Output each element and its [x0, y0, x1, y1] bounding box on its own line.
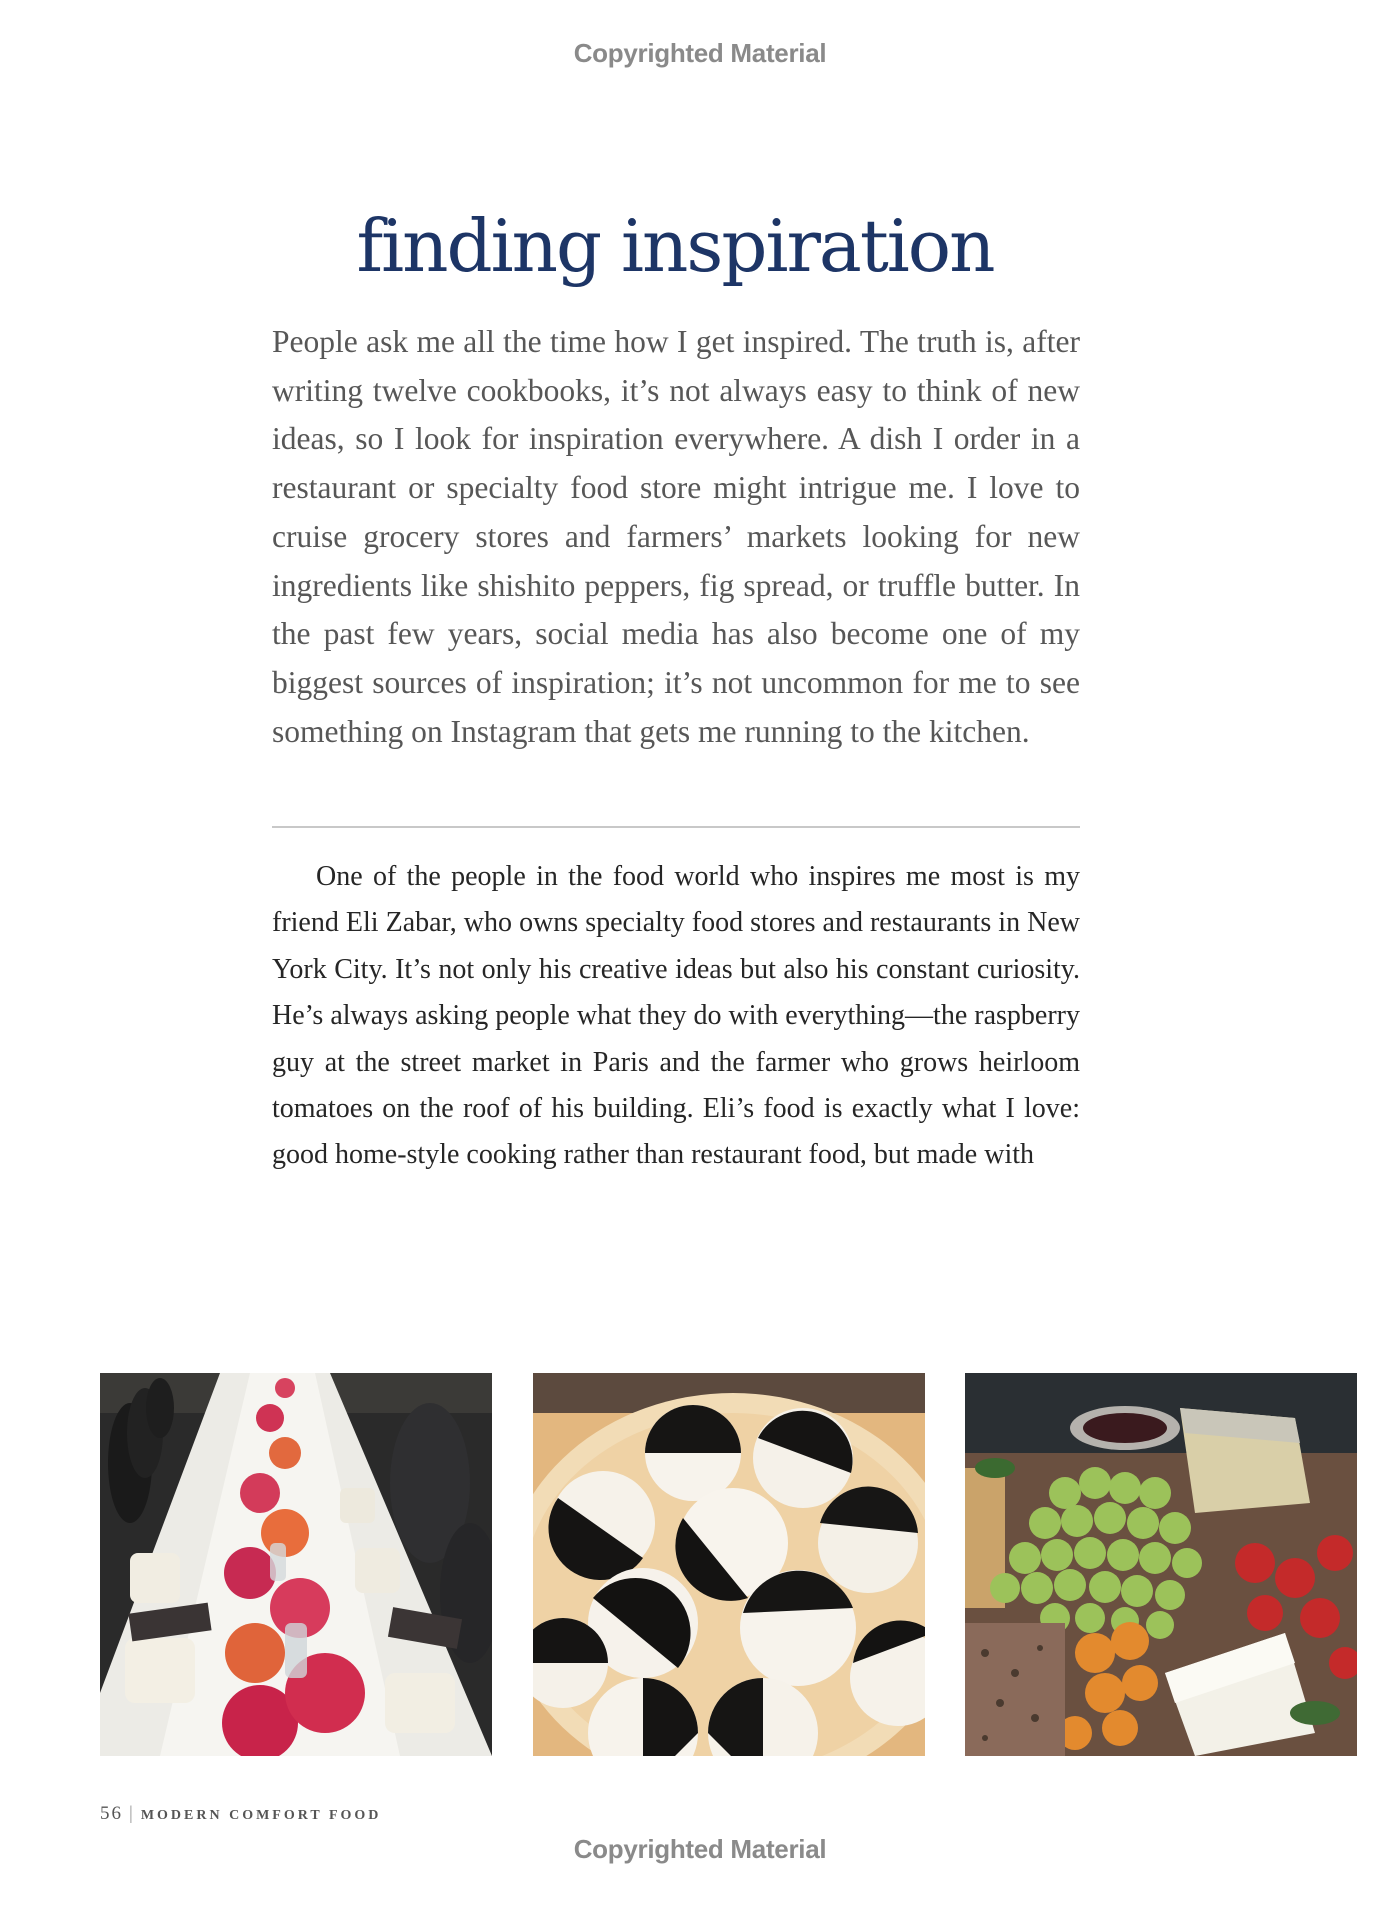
page-footer [100, 1803, 381, 1825]
long-table-dahlias-photo [100, 1373, 492, 1756]
body-paragraph: One of the people in the food world who inspires me most is my friend Eli Zabar, who owns specialty food stores and restaurants in New York City. It’s not only his creative ideas but also his constant curiosity. He’s always asking people what they do with everything—the raspberry guy at the street market in Paris and the farmer who grows heirloom tomatoes on the roof of his building. Eli’s food is exactly what I love: good home-style cooking rather than restaurant food, but made with [272, 861, 1080, 1171]
footer-separator: | [129, 1803, 135, 1824]
black-and-white-cookies-photo [533, 1373, 925, 1756]
page-title: finding inspiration [356, 204, 994, 289]
page-number: 56 [100, 1803, 123, 1824]
copyright-watermark-bottom: Copyrighted Material [573, 1834, 827, 1864]
copyright-watermark-top: Copyrighted Material [573, 38, 827, 68]
running-title: MODERN COMFORT FOOD [140, 1808, 382, 1823]
cheese-grapes-platter-photo [965, 1373, 1357, 1756]
intro-paragraph: People ask me all the time how I get inspired. The truth is, after writing twelve cookbooks, it’s not always easy to think of new ideas, so I look for inspiration everywhere. A dish I order in a restaurant or specialty food store might intrigue me. I love to cruise grocery stores and farmers’ markets looking for new ingredients like shishito peppers, fig spread, or truffle butter. In the past few years, social media has also become one of my biggest sources of inspiration; it’s not uncommon for me to see something on Instagram that gets me running to the kitchen. [272, 324, 1080, 749]
section-divider [272, 826, 1080, 828]
